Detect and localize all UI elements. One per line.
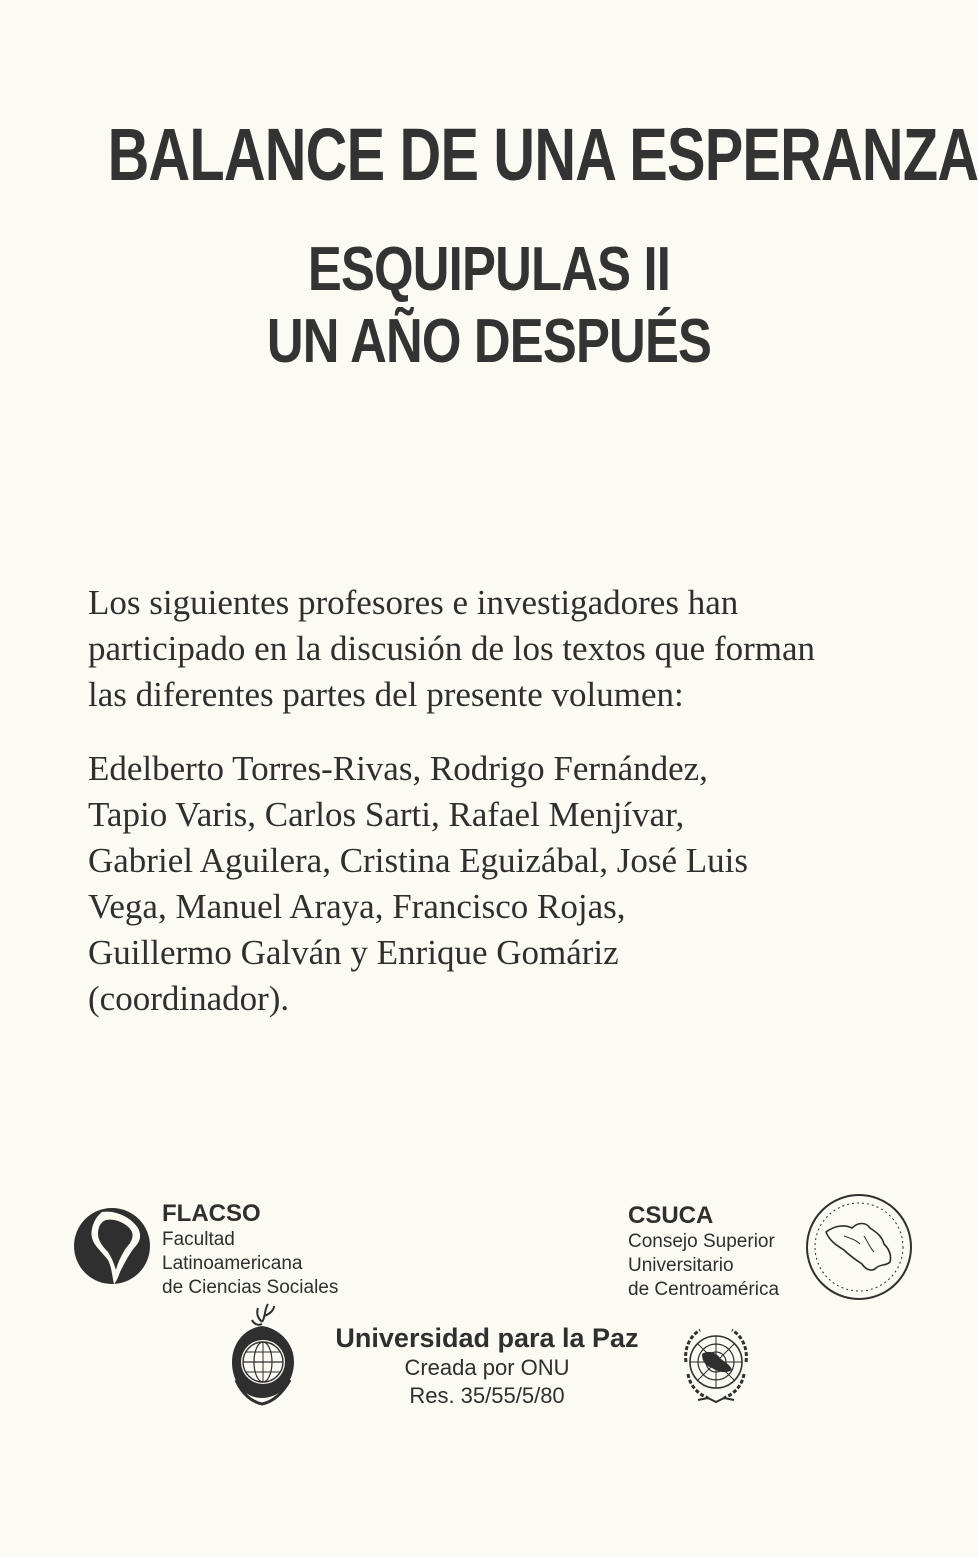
csuca-acronym: CSUCA	[628, 1202, 714, 1229]
upaz-created-by: Creada por ONU	[404, 1355, 570, 1380]
csuca-line: Universitario	[628, 1255, 734, 1276]
csuca-line: Consejo Superior	[628, 1231, 775, 1252]
latin-america-map-circle-icon	[72, 1206, 152, 1286]
participants-line: Tapio Varis, Carlos Sarti, Rafael Menjívar,	[88, 795, 685, 834]
intro-line: participado en la discusión de los textos que forman	[88, 629, 816, 668]
flacso-acronym: FLACSO	[162, 1200, 261, 1227]
subtitle-one-year-later: UN AÑO DESPUÉS	[266, 307, 712, 376]
flacso-label	[162, 1200, 338, 1300]
upaz-resolution: Res. 35/55/5/80	[409, 1383, 565, 1408]
main-title: BALANCE DE UNA ESPERANZA	[107, 113, 978, 196]
csuca-label	[628, 1202, 779, 1302]
central-america-seal-icon	[804, 1192, 914, 1302]
flacso-line: Latinoamericana	[162, 1253, 303, 1274]
participants-line: Vega, Manuel Araya, Francisco Rojas,	[88, 887, 626, 926]
upaz-name: Universidad para la Paz	[335, 1323, 639, 1353]
participants-line: Guillermo Galván y Enrique Gomáriz	[88, 933, 619, 972]
participants-line: Gabriel Aguilera, Cristina Eguizábal, José Luis	[88, 841, 748, 880]
intro-line: Los siguientes profesores e investigadores han	[88, 583, 739, 622]
subtitle-esquipulas: ESQUIPULAS II	[307, 235, 671, 304]
intro-line: las diferentes partes del presente volumen:	[88, 675, 684, 714]
globe-dove-olive-icon	[228, 1302, 298, 1406]
flacso-line: Facultad	[162, 1229, 235, 1250]
intro-paragraph	[88, 580, 908, 718]
participants-paragraph	[88, 746, 908, 1022]
participants-line: Edelberto Torres-Rivas, Rodrigo Fernández,	[88, 749, 708, 788]
flacso-line: de Ciencias Sociales	[162, 1277, 339, 1298]
csuca-line: de Centroamérica	[628, 1279, 780, 1300]
participants-line: (coordinador).	[88, 979, 290, 1018]
un-emblem-icon	[672, 1318, 760, 1406]
upaz-label	[312, 1322, 662, 1410]
